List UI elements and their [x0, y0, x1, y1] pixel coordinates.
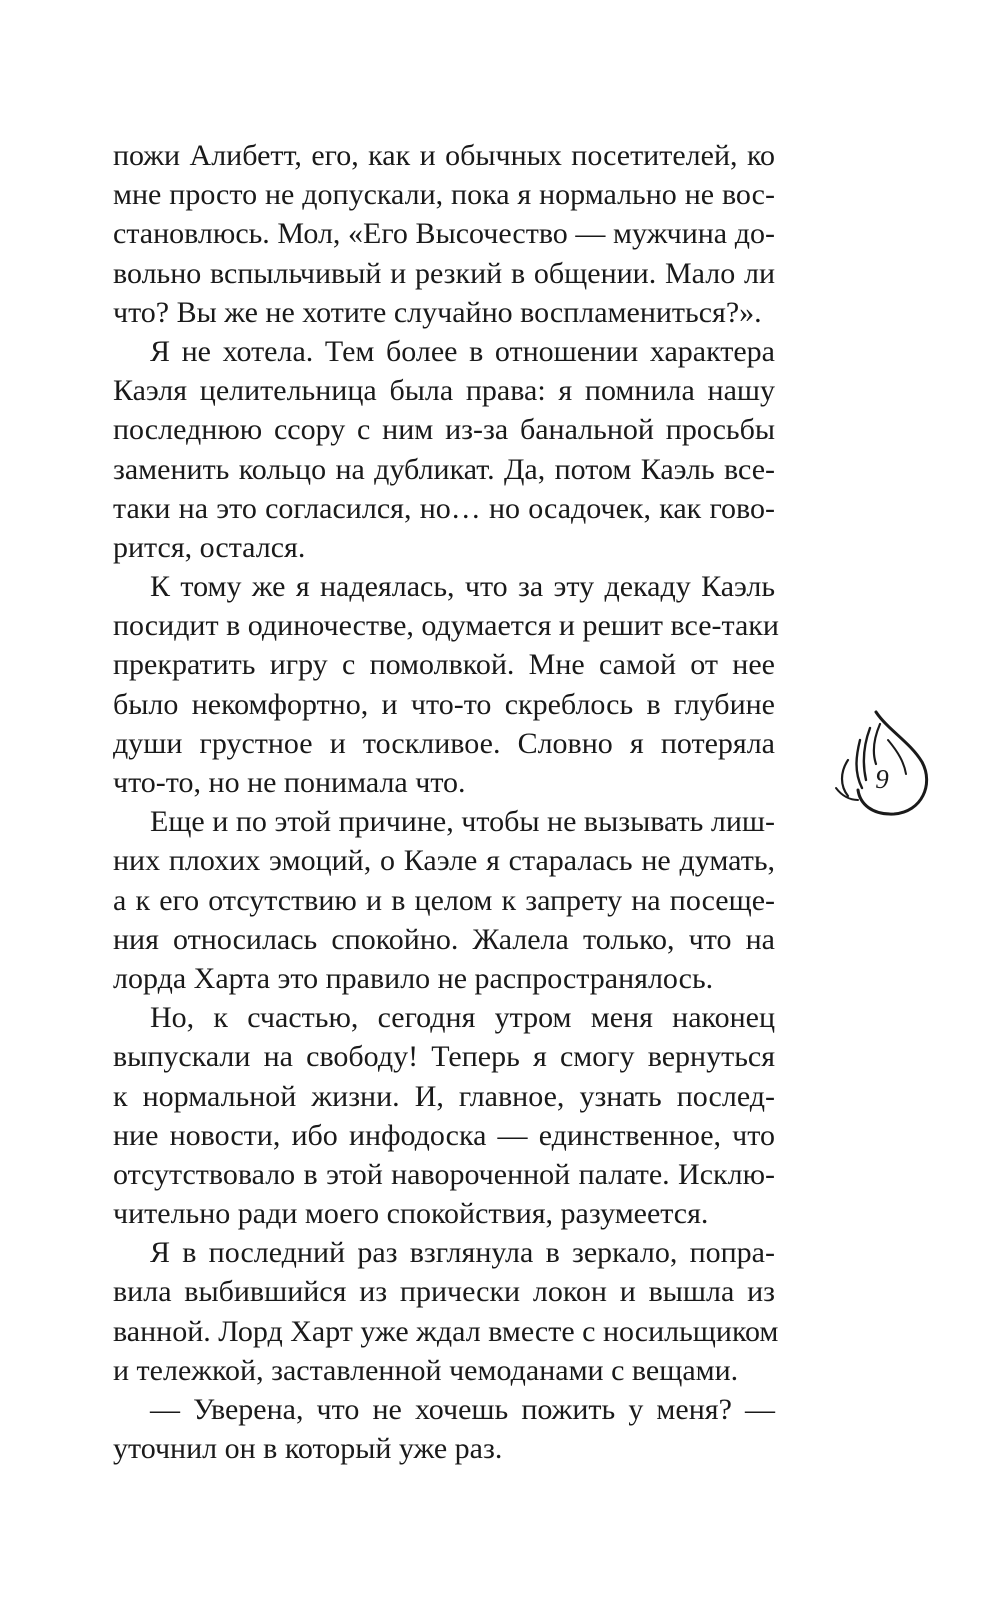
text-line: Но, к счастью, сегодня утром меня наконец — [150, 1001, 775, 1035]
text-line: Каэля целительница была права: я помнила нашу — [113, 374, 775, 408]
text-line: чительно ради моего спокойствия, разумеется. — [113, 1197, 709, 1231]
text-line: что? Вы же не хотите случайно воспламениться?». — [113, 295, 762, 329]
text-line: Я в последний раз взглянула в зеркало, попра- — [150, 1236, 775, 1270]
text-line: Еще и по этой причине, чтобы не вызывать лиш- — [150, 805, 775, 839]
body-text — [113, 136, 779, 1468]
text-line: прекратить игру с помолвкой. Мне самой от нее — [113, 648, 775, 682]
text-line: души грустное и тоскливое. Словно я потеряла — [113, 726, 775, 760]
text-line: ния относилась спокойно. Жалела только, что на — [113, 922, 775, 956]
text-line: лорда Харта это правило не распространялось. — [113, 961, 714, 995]
text-line: было некомфортно, и что-то скреблось в глубине — [113, 687, 775, 721]
flame-icon — [830, 700, 950, 825]
text-line: что-то, но не понимала что. — [113, 766, 466, 799]
text-line: посидит в одиночестве, одумается и решит все-таки — [113, 609, 779, 643]
text-line: становлюсь. Мол, «Его Высочество — мужчина до- — [113, 217, 775, 251]
text-line: них плохих эмоций, о Каэле я старалась не думать, — [113, 844, 775, 878]
text-line: отсутствовало в этой навороченной палате. Исклю- — [113, 1157, 775, 1191]
text-line: — Уверена, что не хочешь пожить у меня? — — [150, 1393, 775, 1426]
text-line: и тележкой, заставленной чемоданами с вещами. — [113, 1353, 739, 1387]
text-line: рится, остался. — [113, 530, 306, 564]
text-line: выпускали на свободу! Теперь я смогу вернуться — [113, 1040, 775, 1074]
text-line: мне просто не допускали, пока я нормально не вос- — [113, 178, 775, 212]
page-number: 9 — [875, 764, 889, 794]
text-line: Я не хотела. Тем более в отношении характера — [150, 334, 775, 368]
text-line: а к его отсутствию и в целом к запрету на посеще- — [113, 883, 775, 917]
text-line: заменить кольцо на дубликат. Да, потом Каэль все- — [113, 452, 775, 486]
text-line: уточнил он в который уже раз. — [113, 1432, 503, 1466]
text-line: вольно вспыльчивый и резкий в общении. Мало ли — [113, 256, 775, 290]
text-line: К тому же я надеялась, что за эту декаду Каэль — [150, 570, 775, 604]
text-line: пожи Алибетт, его, как и обычных посетителей, ко — [113, 139, 775, 172]
text-line: ние новости, ибо инфодоска — единственное, что — [113, 1118, 775, 1152]
text-line: вила выбившийся из прически локон и вышла из — [113, 1275, 775, 1309]
text-line: ванной. Лорд Харт уже ждал вместе с носильщиком — [113, 1314, 779, 1348]
text-line: последнюю ссору с ним из-за банальной просьбы — [113, 413, 775, 447]
text-line: таки на это согласился, но… но осадочек, как гово- — [113, 491, 775, 525]
text-line: к нормальной жизни. И, главное, узнать послед- — [113, 1079, 775, 1113]
